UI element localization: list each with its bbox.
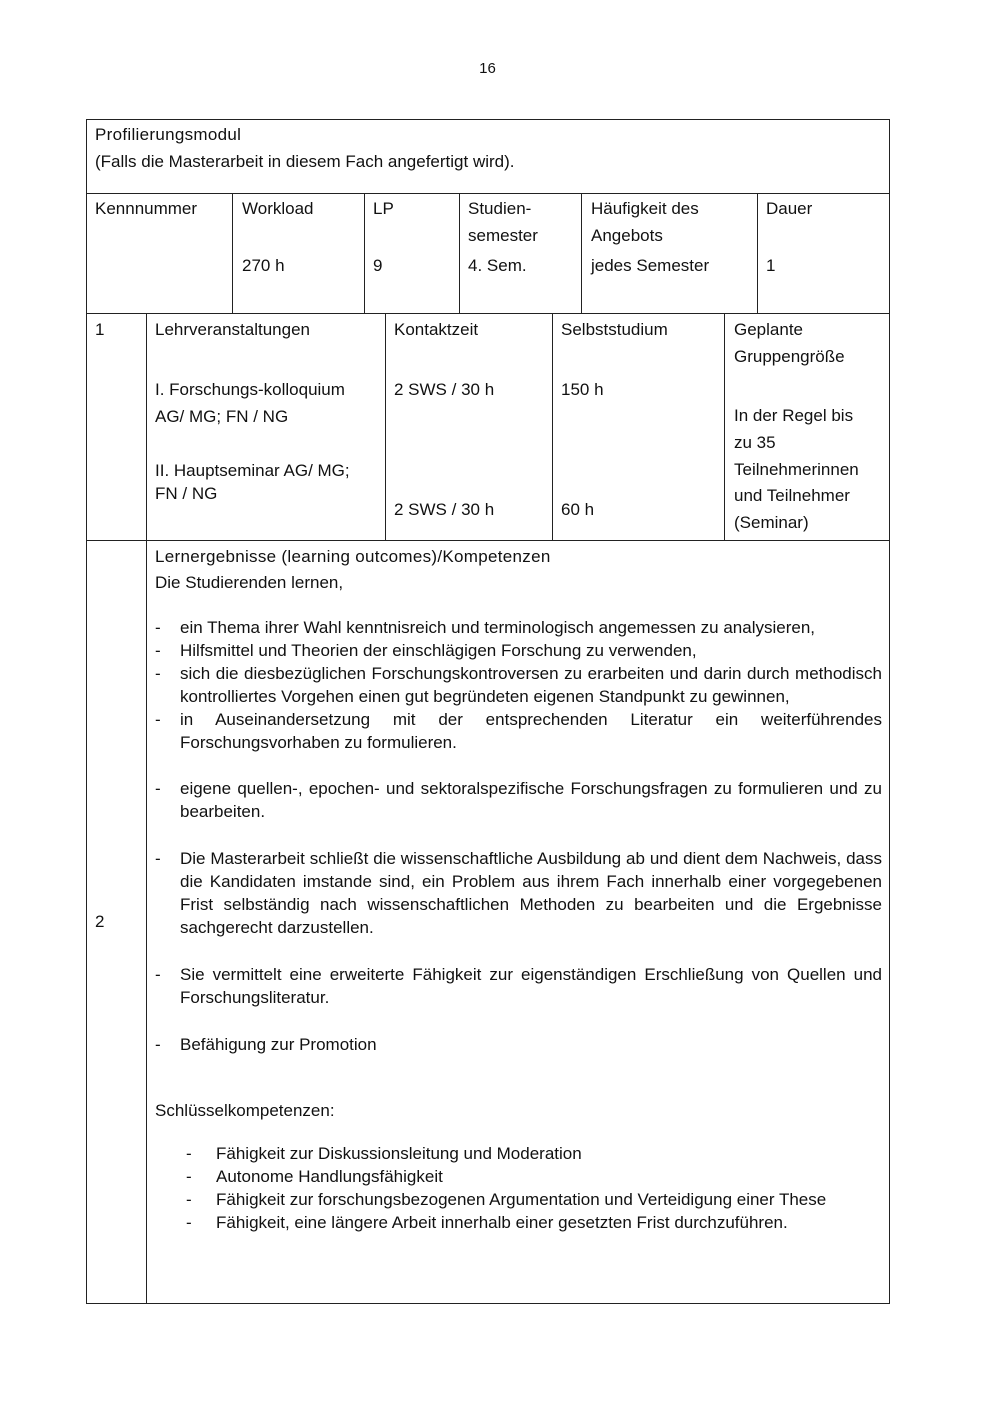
lp-value: 9 — [373, 256, 383, 275]
dauer-label: Dauer — [766, 199, 813, 218]
course-2-tracks: FN / NG — [155, 484, 218, 503]
kennnummer-label: Kennnummer — [95, 199, 198, 218]
haeufigkeit-label-cont: Angebots — [591, 226, 663, 245]
course-2-title: II. Hauptseminar AG/ MG; — [155, 461, 350, 480]
selbststudium-label: Selbststudium — [561, 320, 668, 339]
workload-value: 270 h — [242, 256, 285, 275]
module-note: (Falls die Masterarbeit in diesem Fach angefertigt wird). — [95, 152, 515, 171]
col-divider — [757, 193, 758, 313]
col-divider — [724, 313, 725, 540]
col-divider — [581, 193, 582, 313]
outcome-item: - in Auseinandersetzung mit der entsprechenden Literatur ein weiterführendes Forschungsvorhaben zu formulieren. — [155, 708, 882, 754]
key-competence-item: - Fähigkeit zur Diskussionsleitung und Moderation — [186, 1142, 866, 1165]
module-title: Profilierungsmodul — [95, 125, 242, 144]
outcomes-list — [155, 616, 882, 754]
outcome-item: - Befähigung zur Promotion — [155, 1033, 882, 1056]
gruppe-label: Geplante — [734, 320, 803, 339]
gruppe-label-cont: Gruppengröße — [734, 347, 845, 366]
semester-label-cont: semester — [468, 226, 538, 245]
gruppe-value-line: und Teilnehmer — [734, 486, 850, 505]
gruppe-value-line: Teilnehmerinnen — [734, 460, 859, 479]
outcome-item: - sich die diesbezüglichen Forschungskontroversen zu erarbeiten und darin durch methodisch kontrolliertes Vorgehen einen gut begründeten eigenen Standpunkt zu gewinnen, — [155, 662, 882, 708]
col-divider — [146, 313, 147, 1304]
course-1-tracks: AG/ MG; FN / NG — [155, 407, 289, 426]
kontaktzeit-label: Kontaktzeit — [394, 320, 479, 339]
row-divider — [86, 193, 890, 194]
outcome-item: - Die Masterarbeit schließt die wissenschaftliche Ausbildung ab und dient dem Nachweis, dass die Kandidaten imstande sind, ein Problem aus ihrem Fach innerhalb einer vorgegebenen Frist selbständig nach wissenschaftlichen Methoden zu bearbeiten und die Ergebnisse sachgerecht darzustellen. — [155, 847, 882, 939]
gruppe-value-line: (Seminar) — [734, 513, 809, 532]
gruppe-value-line: In der Regel bis — [734, 406, 854, 425]
outcomes-list — [155, 777, 882, 823]
col-divider — [232, 193, 233, 313]
outcome-item: - ein Thema ihrer Wahl kenntnisreich und terminologisch angemessen zu analysieren, — [155, 616, 882, 639]
workload-label: Workload — [242, 199, 314, 218]
outcomes-heading: Lernergebnisse (learning outcomes)/Kompetenzen — [155, 547, 551, 566]
col-divider — [459, 193, 460, 313]
course-2-kontaktzeit: 2 SWS / 30 h — [394, 500, 495, 519]
row-divider — [86, 540, 890, 541]
key-competence-item: - Fähigkeit zur forschungsbezogenen Argumentation und Verteidigung einer These — [186, 1188, 866, 1211]
haeufigkeit-label: Häufigkeit des — [591, 199, 699, 218]
row-number: 1 — [95, 320, 105, 339]
page-number: 16 — [479, 60, 496, 77]
outcomes-list — [155, 1033, 882, 1056]
key-competences-list — [186, 1142, 866, 1234]
key-competence-item: - Fähigkeit, eine längere Arbeit innerhalb einer gesetzten Frist durchzuführen. — [186, 1211, 866, 1234]
lp-label: LP — [373, 199, 394, 218]
col-divider — [552, 313, 553, 540]
outcomes-intro: Die Studierenden lernen, — [155, 573, 344, 592]
semester-label: Studien- — [468, 199, 532, 218]
key-competences-heading: Schlüsselkompetenzen: — [155, 1101, 335, 1120]
semester-value: 4. Sem. — [468, 256, 527, 275]
outcomes-list — [155, 847, 882, 939]
key-competence-item: - Autonome Handlungsfähigkeit — [186, 1165, 866, 1188]
outcomes-list — [155, 963, 882, 1009]
outcome-item: - eigene quellen-, epochen- und sektoralspezifische Forschungsfragen zu formulieren und zu bearbeiten. — [155, 777, 882, 823]
course-1-selbststudium: 150 h — [561, 380, 604, 399]
course-1-title: I. Forschungs-kolloquium — [155, 380, 345, 399]
col-divider — [364, 193, 365, 313]
haeufigkeit-value: jedes Semester — [591, 256, 710, 275]
dauer-value: 1 — [766, 256, 776, 275]
course-2-selbststudium: 60 h — [561, 500, 595, 519]
row-number: 2 — [95, 912, 105, 931]
outcome-item: - Sie vermittelt eine erweiterte Fähigkeit zur eigenständigen Erschließung von Quellen und Forschungsliteratur. — [155, 963, 882, 1009]
course-1-kontaktzeit: 2 SWS / 30 h — [394, 380, 495, 399]
row-divider — [86, 313, 890, 314]
gruppe-value-line: zu 35 — [734, 433, 776, 452]
outcome-item: - Hilfsmittel und Theorien der einschlägigen Forschung zu verwenden, — [155, 639, 882, 662]
col-divider — [385, 313, 386, 540]
lehrveranstaltungen-label: Lehrveranstaltungen — [155, 320, 311, 339]
